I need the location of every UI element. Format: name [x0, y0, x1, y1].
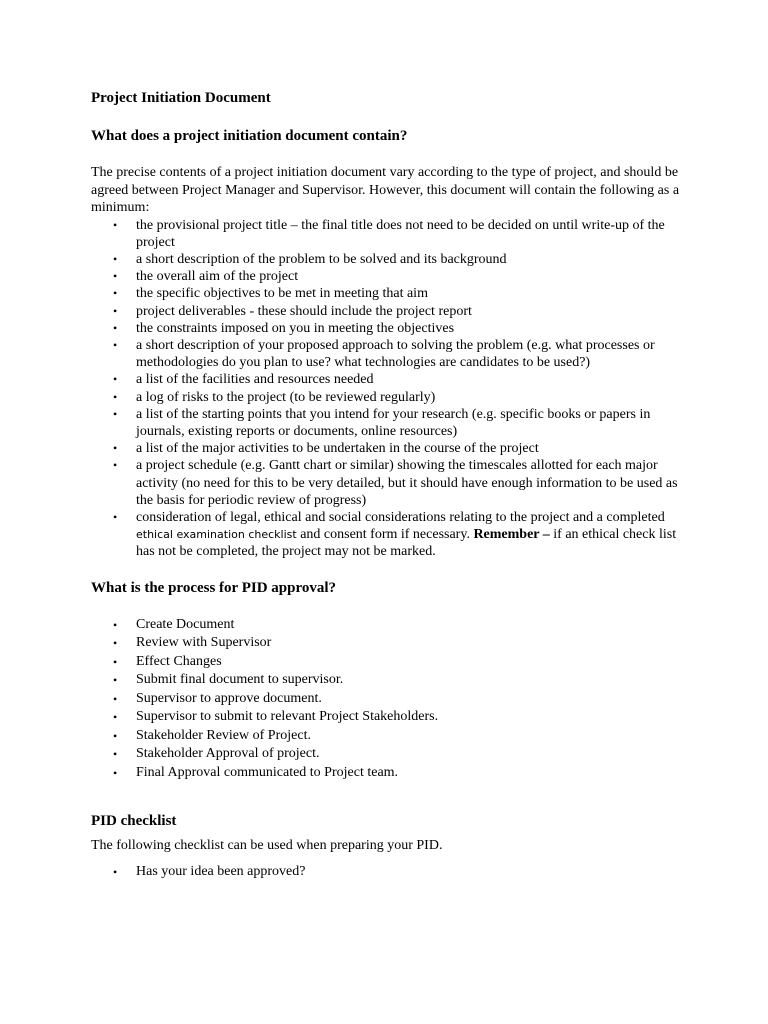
contents-list-item-text: a project schedule (e.g. Gantt chart or similar) showing the timescales allotted for each major activity (no need for this to be very detailed, but it should have enough information to be used as the basis for periodic review of progress) — [136, 458, 678, 508]
contents-list-item-text: a short description of the problem to be solved and its background — [136, 251, 507, 267]
process-list-item-text: Supervisor to approve document. — [136, 690, 322, 706]
contents-list-item-text: a list of the major activities to be undertaken in the course of the project — [136, 441, 539, 457]
process-list-item-text: Effect Changes — [136, 653, 222, 669]
process-list-item-text: Stakeholder Approval of project. — [136, 746, 320, 762]
bullet-icon: • — [113, 372, 118, 387]
contents-list-item-last — [91, 509, 691, 561]
contents-list-item — [91, 303, 691, 320]
process-list-item-text: Final Approval communicated to Project team. — [136, 764, 399, 780]
last-item-text-1: consideration of legal, ethical and social considerations relating to the project and a completed — [136, 509, 665, 525]
checklist-bullet-list — [91, 863, 691, 882]
contents-list-item — [91, 320, 691, 337]
document-page — [91, 88, 691, 881]
process-list-item — [91, 690, 691, 709]
remember-label: Remember – — [473, 527, 550, 543]
contents-list-item-text: project deliverables - these should include the project report — [136, 303, 472, 319]
process-list-item — [91, 653, 691, 672]
contents-list-item — [91, 371, 691, 388]
contents-bullet-list — [91, 217, 691, 561]
bullet-icon: • — [113, 728, 118, 743]
document-title: Project Initiation Document — [91, 90, 271, 106]
process-list-item-text: Supervisor to submit to relevant Project Stakeholders. — [136, 709, 439, 725]
bullet-icon: • — [113, 389, 118, 404]
process-list-item — [91, 745, 691, 764]
bullet-icon: • — [113, 337, 118, 352]
contents-intro-paragraph: The precise contents of a project initiation document vary according to the type of project, and should be agreed between Project Manager and Supervisor. However, this document will contain the following as a minimum: — [91, 165, 680, 215]
checklist-item — [91, 863, 691, 882]
bullet-icon: • — [113, 636, 118, 651]
section-heading-contents: What does a project initiation document contain? — [91, 128, 408, 144]
bullet-icon: • — [113, 710, 118, 725]
section-heading-process: What is the process for PID approval? — [91, 579, 337, 596]
bullet-icon: • — [113, 747, 118, 762]
process-list-item — [91, 708, 691, 727]
contents-list-item — [91, 406, 691, 440]
contents-list-item — [91, 457, 691, 509]
bullet-icon: • — [113, 654, 118, 669]
contents-list-item — [91, 285, 691, 302]
bullet-icon: • — [113, 217, 118, 232]
process-list-item — [91, 634, 691, 653]
last-item-text-2: and consent form if necessary. — [296, 527, 474, 543]
process-list-item — [91, 671, 691, 690]
process-list-item — [91, 616, 691, 635]
section-heading-checklist: PID checklist — [91, 813, 177, 830]
bullet-icon: • — [113, 251, 118, 266]
contents-list-item — [91, 268, 691, 285]
contents-list-item-text: a list of the facilities and resources needed — [136, 372, 374, 388]
bullet-icon: • — [113, 617, 118, 632]
process-list-item-text: Submit final document to supervisor. — [136, 672, 344, 688]
ethical-checklist-name: ethical examination checklist — [136, 528, 297, 542]
checklist-intro-paragraph: The following checklist can be used when preparing your PID. — [91, 838, 443, 854]
bullet-icon: • — [113, 691, 118, 706]
contents-list-item — [91, 217, 691, 251]
bullet-icon: • — [113, 441, 118, 456]
contents-list-item — [91, 337, 691, 371]
contents-list-item-text: a log of risks to the project (to be reviewed regularly) — [136, 389, 436, 405]
bullet-icon: • — [113, 286, 118, 301]
process-list-item-text: Review with Supervisor — [136, 635, 272, 651]
process-list-item — [91, 764, 691, 783]
contents-list-item-text: a list of the starting points that you intend for your research (e.g. specific books or papers in journals, existing reports or documents, online resources) — [136, 406, 651, 439]
contents-list-item — [91, 251, 691, 268]
checklist-item-text: Has your idea been approved? — [136, 863, 306, 879]
bullet-icon: • — [113, 509, 118, 524]
contents-list-item — [91, 440, 691, 457]
last-item-text-3: if an ethical check list has not be completed, the project may not be marked. — [136, 527, 677, 560]
bullet-icon: • — [113, 320, 118, 335]
bullet-icon: • — [113, 303, 118, 318]
contents-list-item — [91, 389, 691, 406]
bullet-icon: • — [113, 864, 118, 879]
contents-list-item-text: a short description of your proposed approach to solving the problem (e.g. what processes or methodologies do you plan to use? what technologies are candidates to be used?) — [136, 337, 655, 371]
contents-list-item-text: the provisional project title – the final title does not need to be decided on until write-up of the project — [136, 217, 665, 250]
process-list-item — [91, 727, 691, 746]
bullet-icon: • — [113, 406, 118, 421]
bullet-icon: • — [113, 673, 118, 688]
contents-list-item-text: the specific objectives to be met in meeting that aim — [136, 286, 428, 302]
bullet-icon: • — [113, 458, 118, 473]
bullet-icon: • — [113, 765, 118, 780]
contents-list-item-text: the constraints imposed on you in meeting the objectives — [136, 320, 455, 336]
bullet-icon: • — [113, 269, 118, 284]
process-list-item-text: Create Document — [136, 616, 235, 632]
process-list-item-text: Stakeholder Review of Project. — [136, 727, 311, 743]
process-bullet-list — [91, 616, 691, 783]
contents-list-item-text: the overall aim of the project — [136, 269, 299, 285]
